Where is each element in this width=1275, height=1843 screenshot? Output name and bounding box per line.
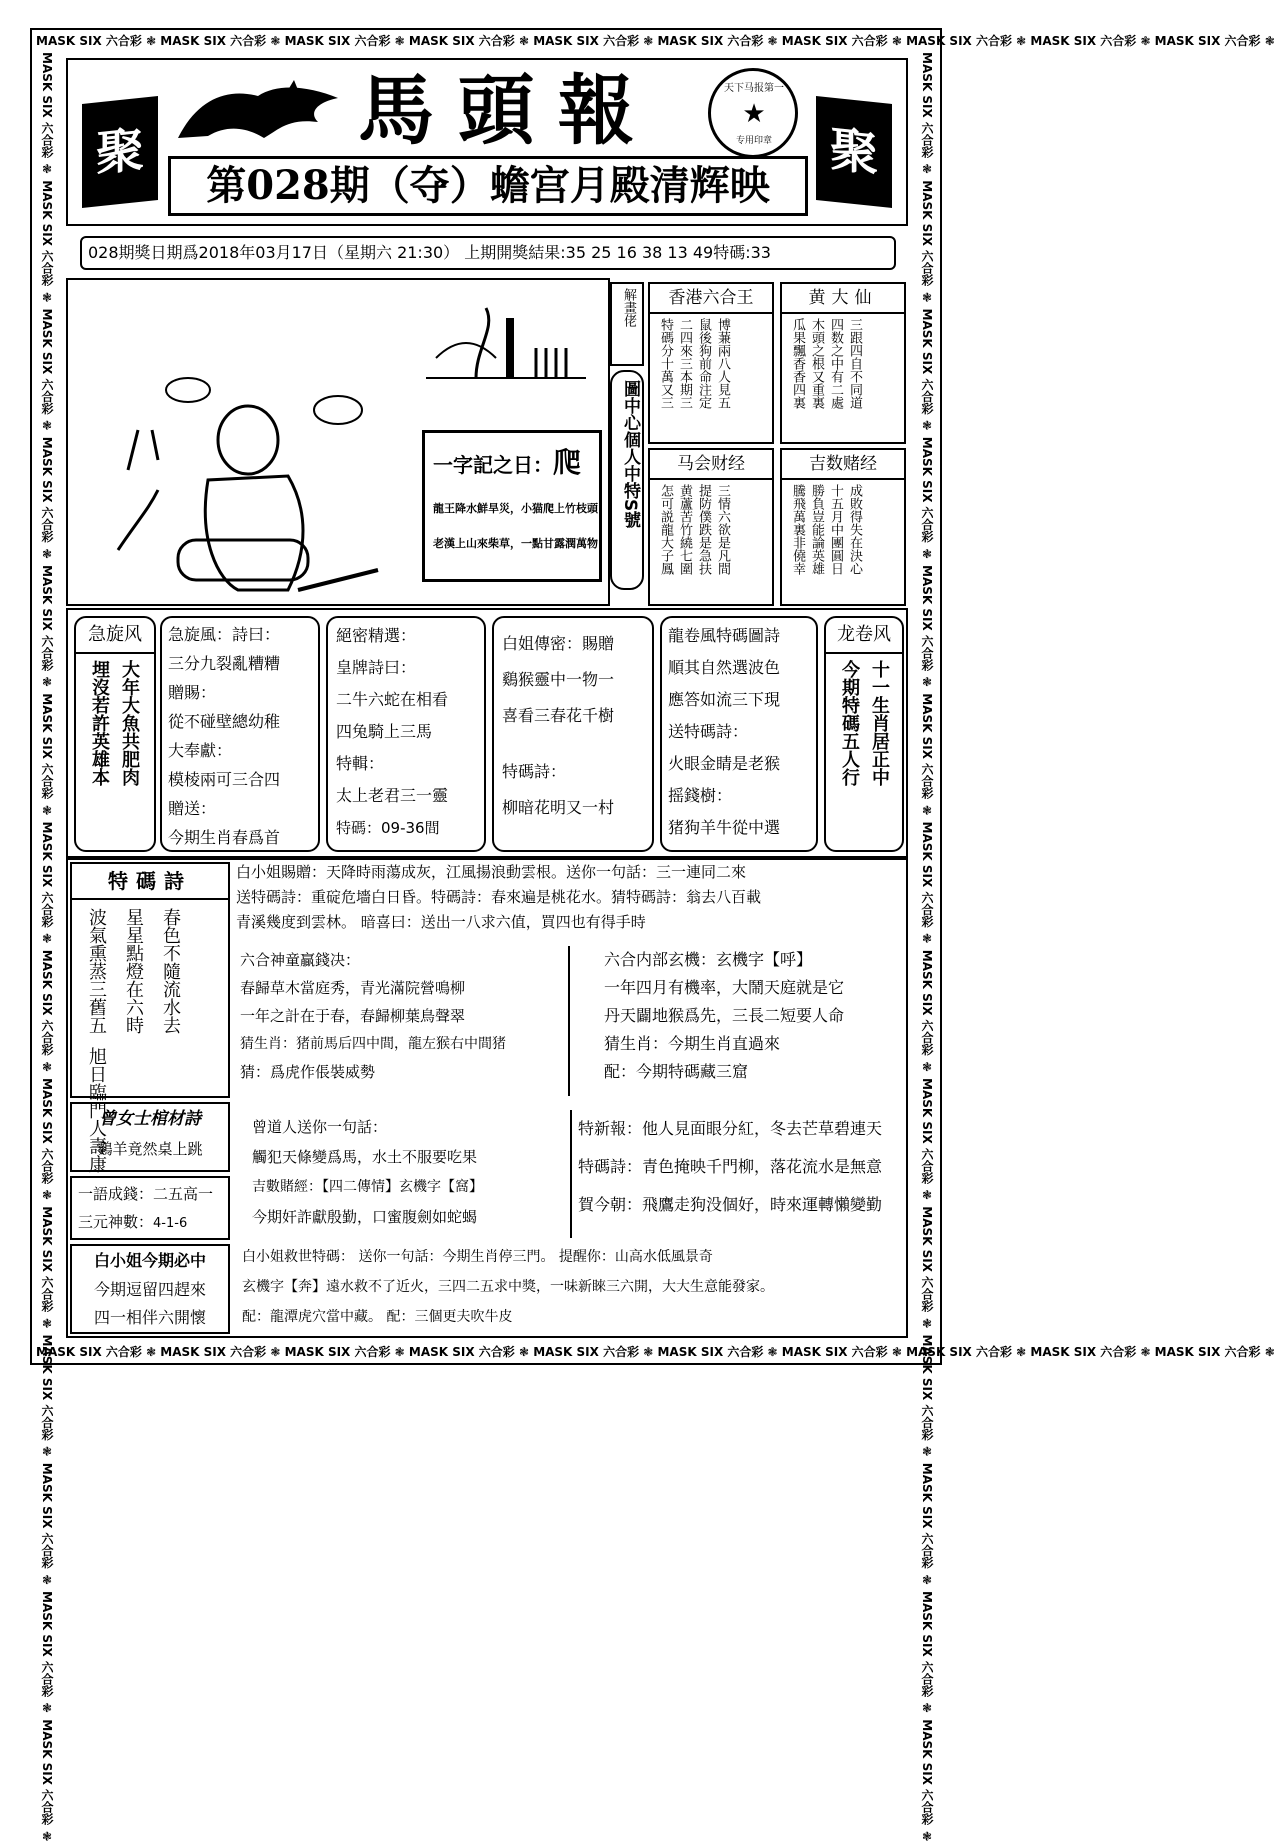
liuhe-internal-block: 六合内部玄機：玄機字【呼】 一年四月有機率，大鬧天庭就是它 丹天闢地猴爲先，三長二短要人命 猜生肖：今期生肖直過來 配：今期特碼藏三窟 xyxy=(604,950,845,1081)
grid-hk-liuhe-body: 特碼分十萬又三 二四來三本期三 鼠後狗前命注定 博蒹兩八人見五 xyxy=(658,318,730,409)
grid-jishu-title: 吉数赌经 xyxy=(782,450,904,480)
baijie-sure-box xyxy=(70,1244,230,1334)
riddle-box xyxy=(422,430,602,582)
grid-hk-liuhe xyxy=(648,282,774,444)
left-banner-char: 聚 xyxy=(95,121,144,183)
riddle-line-2: 老漢上山來柴草，一點甘露潤萬物 xyxy=(433,537,598,550)
side-label-box xyxy=(610,282,644,366)
horse-logo-icon xyxy=(168,78,348,148)
vertical-hint-box xyxy=(610,370,644,590)
issue-title-box xyxy=(168,156,808,216)
baijie-rescue-block: 白小姐救世特碼： 送你一句話：今期生肖停三門。 提醒你：山高水低風景奇 玄機字【奔】遠水救不了近火，三四二五求中獎，一味新睞三六開，大大生意能發家。 配：龍潭虎穴當中藏。 配：三個更夫吹牛皮 xyxy=(242,1249,774,1325)
yiyu-row: 一語成錢：二五高一 xyxy=(78,1185,214,1203)
panel-tornado-poem: 龍卷風特碼圖詩 順其自然選波色 應答如流三下現 送特碼詩： 火眼金睛是老猴 摇錢樹： 猪狗羊牛從中選 xyxy=(660,616,818,852)
baijie-sure-line-1: 今期逗留四趕來 xyxy=(93,1280,206,1299)
zeng-coffin-box xyxy=(70,1102,230,1172)
zeng-coffin-line: 鷄羊竟然桌上跳 xyxy=(97,1140,203,1158)
zeng-daoren-block: 曾道人送你一句話： 觸犯天條變爲馬，水土不服要吃果 吉數賭經：【四二傳情】玄機字【窩】 今期奸詐獻殷勤，口蜜腹劍如蛇蝎 xyxy=(252,1118,483,1226)
seal-inner-text: 专用印章 xyxy=(735,136,772,146)
border-strip-left: MASK SIX 六合彩 ❃ MASK SIX 六合彩 ❃ MASK SIX 六合彩 ❃ MASK SIX 六合彩 ❃ MASK SIX 六合彩 ❃ MASK SIX 六合彩 ❃ MASK SIX 六合彩 ❃ MASK SIX 六合彩 ❃ MASK SIX 六合彩 ❃ MASK SIX 六合彩 ❃ MASK SIX 六合彩 ❃ MASK SIX 六合彩 ❃ MASK SIX 六合彩 ❃ MASK SIX 六合彩 ❃ xyxy=(40,52,54,1843)
riddle-title: 一字記之日：爬 xyxy=(433,446,582,479)
grid-hk-liuhe-title: 香港六合王 xyxy=(650,284,772,314)
picture-panel xyxy=(66,278,610,606)
panel-baijie-secret: 白姐傳密：賜贈 鷄猴靈中一物一 喜看三春花千樹 特碼詩： 柳暗花明又一村 xyxy=(492,616,654,852)
riddle-char: 爬 xyxy=(553,446,582,479)
grid-huangdaxian-title: 黄大仙 xyxy=(782,284,904,314)
panel-top-secret: 絕密精選： 皇牌詩曰： 二牛六蛇在相看 四兔騎上三馬 特輯： 太上老君三一靈 特碼：09-36間 xyxy=(326,616,486,852)
special-poem-body: 波氣熏蒸三舊五 星星點燈在六時 春色不隨流水去旭日臨門人壽康 xyxy=(86,908,181,1173)
grid-huangdaxian-body: 瓜果飄香香四裏 木頭之根又重裏 四数之中有二處 三跟四自不同道 xyxy=(790,318,862,409)
riddle-line-1: 龍王降水鮮旱災，小猫爬上竹枝頭 xyxy=(433,502,598,515)
landscape-illustration xyxy=(416,288,596,398)
liuhe-child-block: 六合神童贏錢决： 春歸草木當庭秀，青光滿院營鳴柳 一年之計在于春，春歸柳葉鳥聲翠 猜生肖：猪前馬后四中間，龍左猴右中間猪 猜：爲虎作倀裝威勢 xyxy=(240,946,570,1096)
border-strip-right: MASK SIX 六合彩 ❃ MASK SIX 六合彩 ❃ MASK SIX 六合彩 ❃ MASK SIX 六合彩 ❃ MASK SIX 六合彩 ❃ MASK SIX 六合彩 ❃ MASK SIX 六合彩 ❃ MASK SIX 六合彩 ❃ MASK SIX 六合彩 ❃ MASK SIX 六合彩 ❃ MASK SIX 六合彩 ❃ MASK SIX 六合彩 ❃ MASK SIX 六合彩 ❃ MASK SIX 六合彩 ❃ xyxy=(920,52,934,1843)
header xyxy=(66,58,908,226)
right-tornado-body: 今期特碼五人行 十一生肖居正中 xyxy=(839,660,890,786)
baijie-gift-block: 白小姐賜贈：天降時雨蕩成灰，江風揚浪動雲根。送你一句話：三一連同二來 送特碼詩：重碇危墻白日昏。特碼詩：春來遍是桃花水。猜特碼詩：翁去八百載 青溪幾度到雲林。 暗喜曰：送出一八求六值，買四也有得手時 xyxy=(236,863,762,931)
special-poem-title: 特碼詩 xyxy=(72,864,228,900)
baijie-sure-line-2: 四一相伴六開懷 xyxy=(93,1308,206,1327)
border-strip-bottom: MASK SIX 六合彩 ❃ MASK SIX 六合彩 ❃ MASK SIX 六合彩 ❃ MASK SIX 六合彩 ❃ MASK SIX 六合彩 ❃ MASK SIX 六合彩 ❃ MASK SIX 六合彩 ❃ MASK SIX 六合彩 ❃ MASK SIX 六合彩 ❃ MASK SIX 六合彩 ❃ xyxy=(36,1345,1275,1359)
yiyu-box xyxy=(70,1176,230,1240)
issue-title: 第028期（夺）蟾宫月殿清辉映 xyxy=(206,162,770,209)
info-bar-text: 028期獎日期爲2018年03月17日（星期六 21:30） 上期開獎結果:35 25 16 38 13 49特碼:33 xyxy=(88,243,771,262)
scholar-illustration xyxy=(98,350,398,600)
left-whirlwind-body: 埋沒若許英雄本 大年大魚共肥肉 xyxy=(89,660,140,786)
left-banner xyxy=(82,96,158,208)
sanyuan-row: 三元神數：4-1-6 xyxy=(78,1213,188,1231)
right-tornado-box xyxy=(824,616,904,852)
zeng-coffin-title: 曾女士棺材詩 xyxy=(99,1109,201,1129)
special-news-block: 特新報：他人見面眼分紅，冬去芒草碧連天 特碼詩：青色掩映千門柳，落花流水是無意 賀今朝：飛鷹走狗没個好，時來運轉懶變勤 xyxy=(570,1110,906,1238)
grid-huangdaxian xyxy=(780,282,906,444)
seal-star-icon: ★ xyxy=(742,99,766,129)
grid-mahui-title: 马会财经 xyxy=(650,450,772,480)
vertical-hint: 圖中心個人中特S號 xyxy=(620,380,640,529)
right-banner xyxy=(816,96,892,208)
side-label: 解畫佬 xyxy=(621,288,636,327)
left-whirlwind-title: 急旋风 xyxy=(76,618,154,654)
grid-mahui-caijing xyxy=(648,448,774,606)
right-tornado-title: 龙卷风 xyxy=(826,618,902,654)
right-banner-char: 聚 xyxy=(829,121,878,183)
border-strip-top: MASK SIX 六合彩 ❃ MASK SIX 六合彩 ❃ MASK SIX 六合彩 ❃ MASK SIX 六合彩 ❃ MASK SIX 六合彩 ❃ MASK SIX 六合彩 ❃ MASK SIX 六合彩 ❃ MASK SIX 六合彩 ❃ MASK SIX 六合彩 ❃ MASK SIX 六合彩 ❃ xyxy=(36,34,1275,48)
masthead: 馬頭報 xyxy=(358,66,658,155)
baijie-sure-title: 白小姐今期必中 xyxy=(93,1251,206,1270)
panel-whirlwind-poem: 急旋風：詩曰： 三分九裂亂糟糟 贈賜： 從不碰壁總幼稚 大奉獻： 模棱兩可三合四 贈送： 今期生肖春爲首 xyxy=(160,616,320,852)
grid-mahui-body: 怎可説龍大子鳳 黄蘆苦竹繞七圍 提防僕跌是急扶 三情六欲是凡間 xyxy=(658,484,730,575)
grid-jishu-body: 騰飛萬裏非僥幸 勝負豈能論英雄 十五月中團圓日 成敗得失在決心 xyxy=(790,484,862,575)
grid-jishu-dujing xyxy=(780,448,906,606)
seal-outer-text: 天下马报第一 xyxy=(724,83,784,94)
info-bar xyxy=(80,236,896,270)
seal-stamp xyxy=(708,68,798,158)
left-whirlwind-box xyxy=(74,616,156,852)
